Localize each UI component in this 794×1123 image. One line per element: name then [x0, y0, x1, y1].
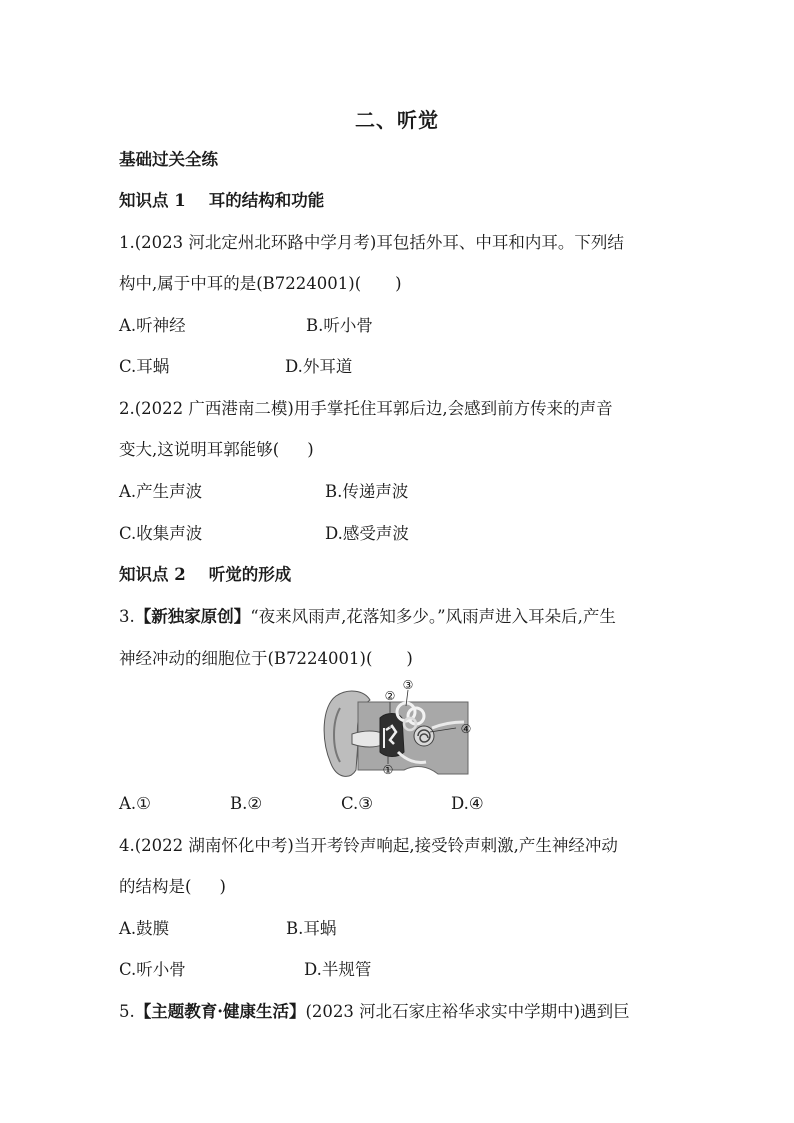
- q2-option-c: C.收集声波: [119, 524, 203, 543]
- q3-option-d: D.④: [451, 794, 484, 813]
- kp1-label: 知识点 1: [119, 191, 186, 210]
- q4-option-a: A.鼓膜: [119, 919, 170, 938]
- q1-stem-end: 构中,属于中耳的是(B7224001)(: [119, 274, 362, 293]
- section-heading: 基础过关全练: [119, 150, 218, 169]
- q1-option-d: D.外耳道: [285, 357, 353, 376]
- q3-stem-end: 神经冲动的细胞位于(B7224001)(: [119, 649, 373, 668]
- q5-line1: [119, 1000, 630, 1024]
- q4-stem-end: 的结构是(: [119, 877, 192, 896]
- q4-option-b: B.耳蜗: [286, 919, 337, 938]
- q1-close-paren: ): [395, 274, 402, 293]
- q4-line2: [119, 875, 226, 899]
- q1-option-b: B.听小骨: [306, 316, 373, 335]
- q2-line2: [119, 438, 314, 462]
- q3-number: 3.: [119, 607, 135, 626]
- q2-option-d: D.感受声波: [325, 524, 409, 543]
- q4-option-c: C.听小骨: [119, 960, 186, 979]
- knowledge-point-2: [119, 563, 291, 587]
- ear-canal: [352, 731, 384, 747]
- q3-close-paren: ): [406, 649, 413, 668]
- q4-close-paren: ): [219, 877, 226, 896]
- ear-structure-diagram: [318, 678, 483, 780]
- q1-line2: [119, 272, 402, 296]
- kp2-name: 听觉的形成: [208, 565, 292, 584]
- q5-number: 5.: [119, 1002, 135, 1021]
- q1-line1: 1.(2023 河北定州北环路中学月考)耳包括外耳、中耳和内耳。下列结: [119, 233, 624, 252]
- q3-option-a: A.①: [119, 794, 151, 813]
- q2-option-b: B.传递声波: [325, 482, 409, 501]
- q4-line1: 4.(2022 湖南怀化中考)当开考铃声响起,接受铃声刺激,产生神经冲动: [119, 836, 618, 855]
- figure-label-4: ④: [460, 722, 472, 736]
- figure-label-1: ①: [382, 763, 394, 777]
- q3-line2: [119, 647, 413, 671]
- q3-stem: “夜来风雨声,花落知多少。”风雨声进入耳朵后,产生: [250, 607, 616, 626]
- cochlea: [414, 726, 434, 746]
- q3-option-b: B.②: [230, 794, 263, 813]
- kp1-name: 耳的结构和功能: [208, 191, 325, 210]
- kp2-label: 知识点 2: [119, 565, 186, 584]
- q2-close-paren: ): [307, 440, 314, 459]
- q3-line1: [119, 605, 616, 629]
- page-title: 二、听觉: [355, 108, 439, 132]
- q2-option-a: A.产生声波: [119, 482, 203, 501]
- q2-line1: 2.(2022 广西港南二模)用手掌托住耳郭后边,会感到前方传来的声音: [119, 399, 613, 418]
- q4-option-d: D.半规管: [304, 960, 372, 979]
- q5-tag: 【主题教育·健康生活】: [134, 1002, 306, 1021]
- q1-option-a: A.听神经: [119, 316, 186, 335]
- q2-stem-end: 变大,这说明耳郭能够(: [119, 440, 280, 459]
- figure-label-2: ②: [384, 689, 396, 703]
- q3-tag: 【新独家原创】: [134, 607, 251, 626]
- figure-label-3: ③: [402, 678, 414, 692]
- q3-option-c: C.③: [341, 794, 374, 813]
- q1-option-c: C.耳蜗: [119, 357, 170, 376]
- knowledge-point-1: [119, 189, 324, 213]
- q5-stem: (2023 河北石家庄裕华求实中学期中)遇到巨: [305, 1002, 630, 1021]
